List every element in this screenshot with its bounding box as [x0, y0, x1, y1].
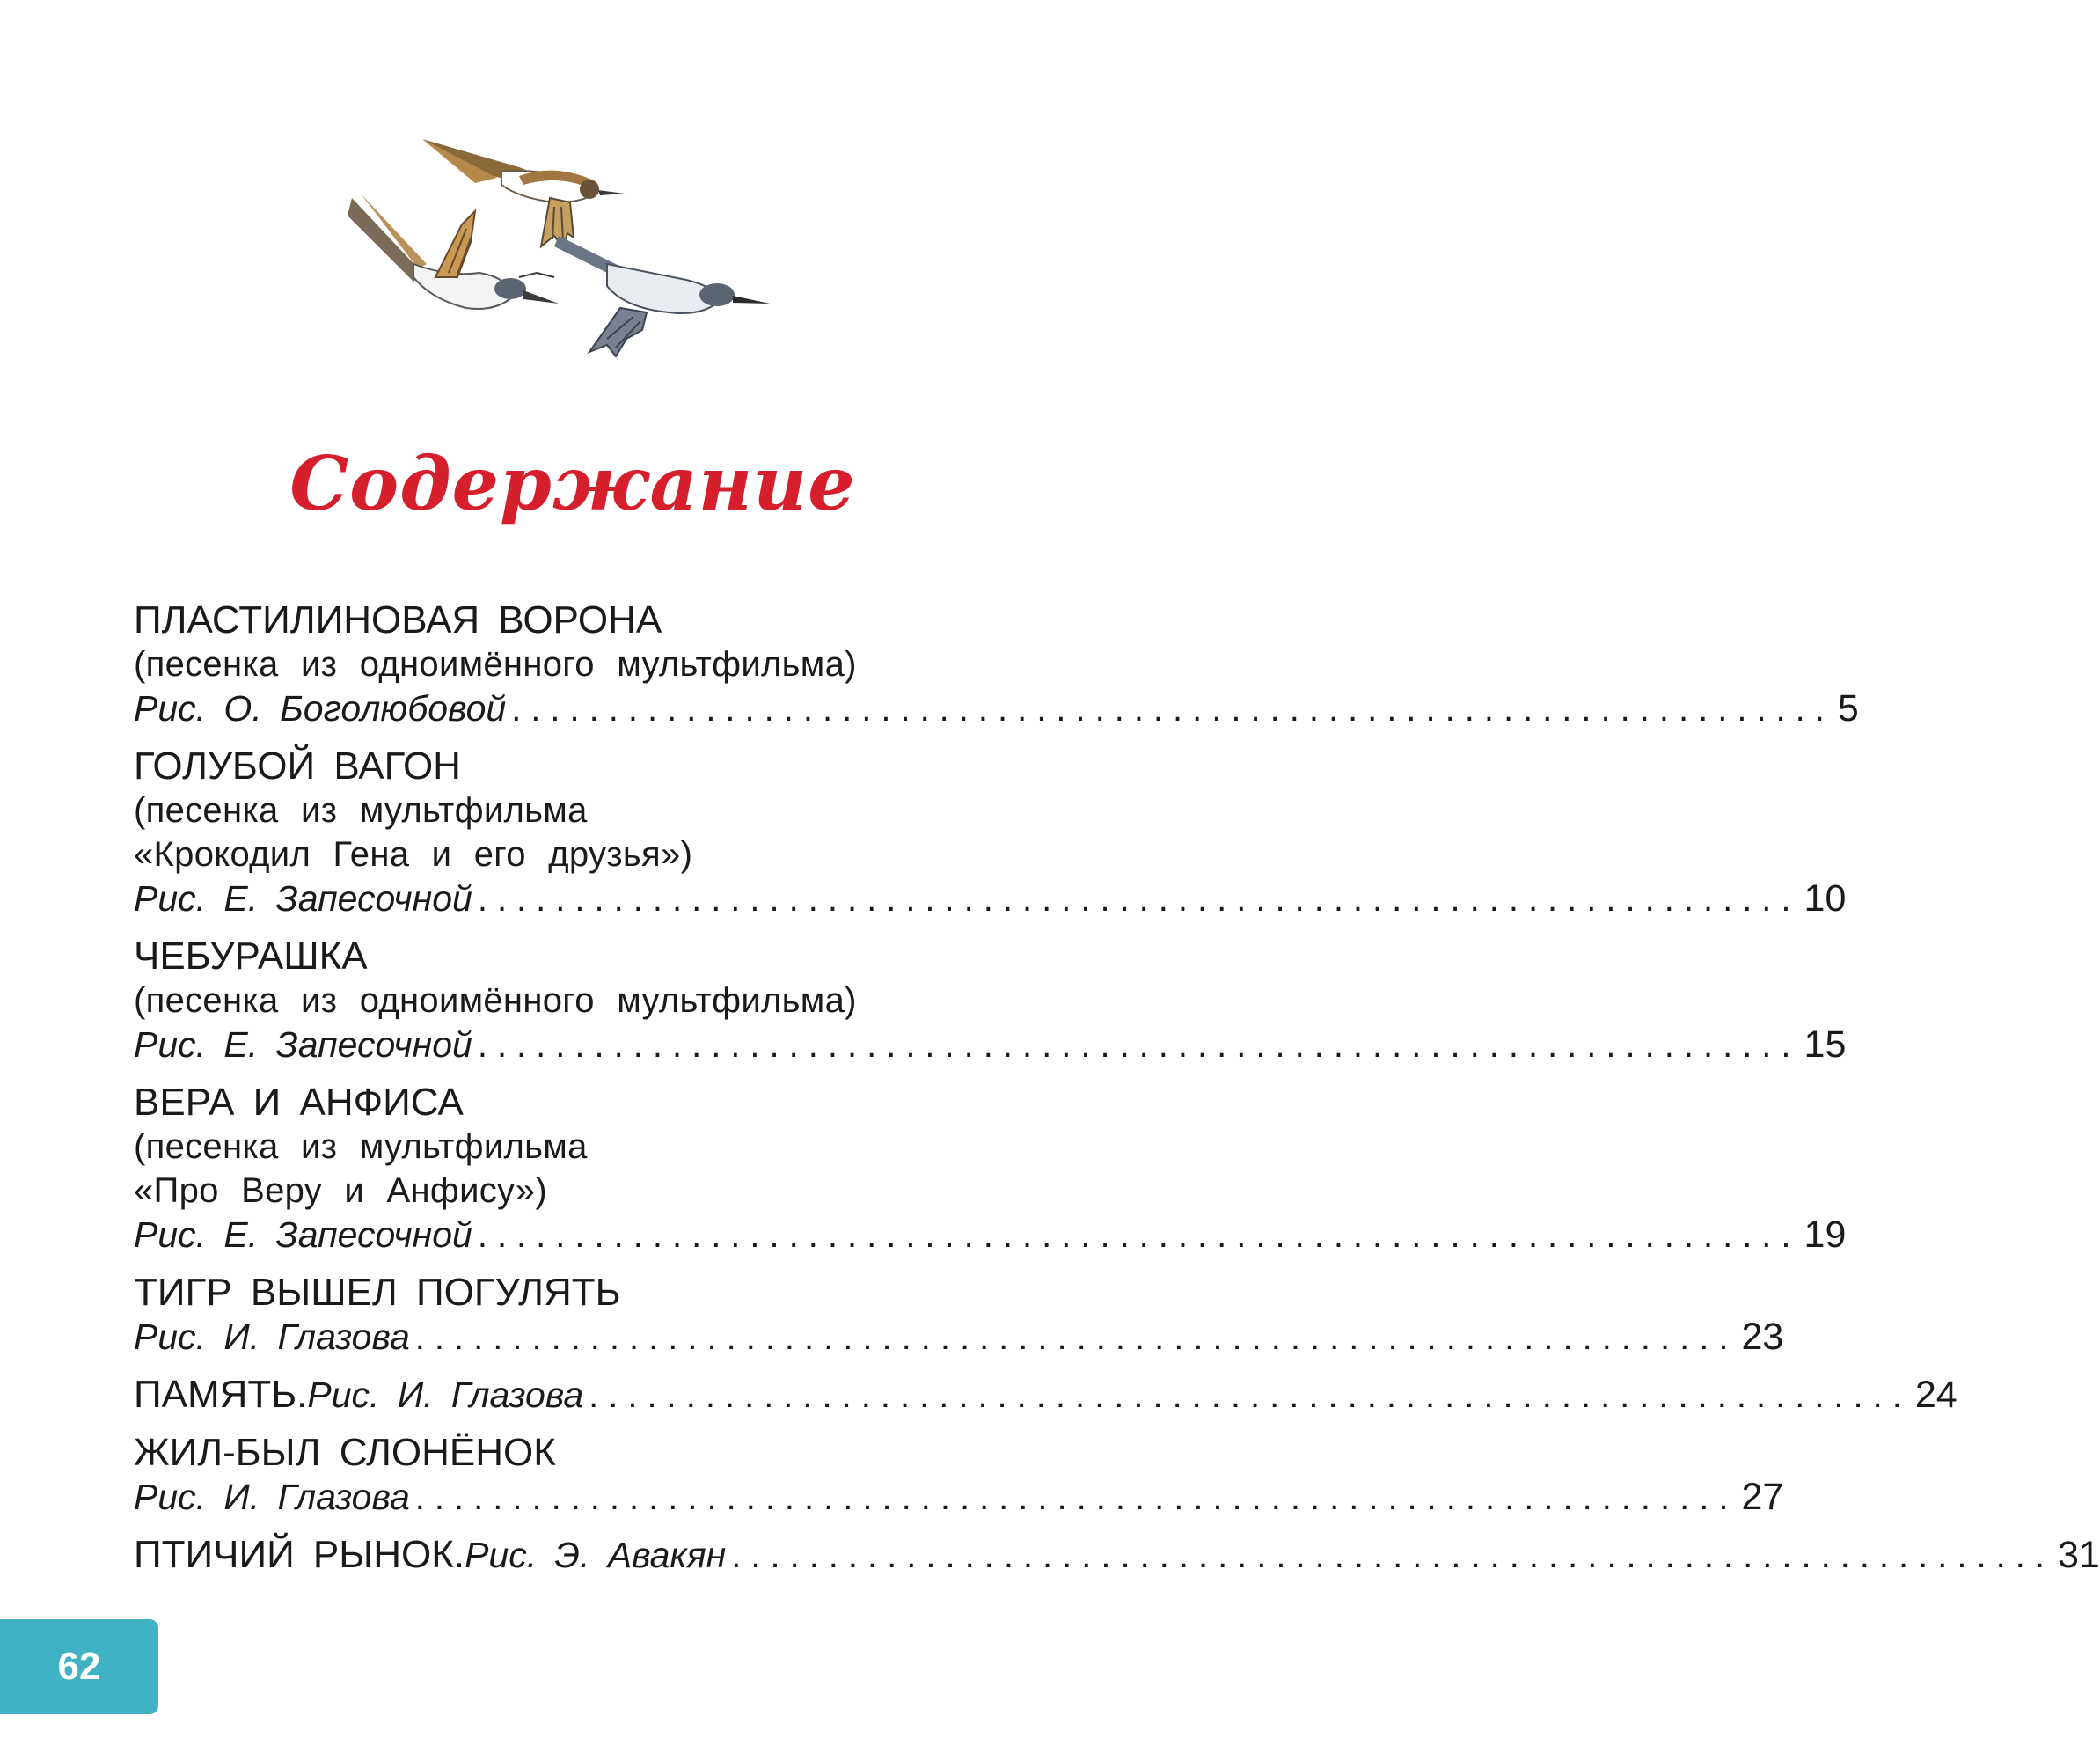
toc-title: ГОЛУБОЙ ВАГОН [134, 744, 461, 788]
toc-illustrator: Рис. О. Боголюбовой [134, 688, 507, 729]
toc-reference [134, 1213, 1847, 1257]
birds-illustration [343, 132, 836, 378]
dot-leader: .................................................................... [511, 690, 1834, 729]
toc-title: ПЛАСТИЛИНОВАЯ ВОРОНА [134, 598, 662, 642]
toc-illustrator: Рис. Е. Запесочной [134, 1024, 472, 1065]
toc-illustrator: Рис. И. Глазова [307, 1375, 584, 1415]
bird-brown-top [422, 139, 625, 248]
toc-title: ВЕРА И АНФИСА [134, 1081, 464, 1124]
toc-reference [134, 1475, 1784, 1519]
toc-subtitle: «Крокодил Гена и его друзья») [134, 835, 693, 874]
toc-subtitle: (песенка из одноимённого мультфильма) [134, 981, 857, 1020]
page-number-tab [0, 1619, 158, 1714]
toc-subtitle: (песенка из мультфильма [134, 1127, 588, 1166]
toc-illustrator: Рис. Э. Авакян [465, 1535, 727, 1575]
toc-title: ЧЕБУРАШКА [134, 935, 368, 978]
dot-leader: .................................................................... [477, 880, 1801, 919]
dot-leader: .................................................................... [414, 1318, 1738, 1357]
toc-page-number: 15 [1804, 1023, 1847, 1066]
toc-illustrator: Рис. Е. Запесочной [134, 878, 472, 919]
toc-page-number: 10 [1804, 877, 1847, 920]
page-number: 62 [57, 1645, 101, 1688]
dot-leader: .................................................................... [477, 1216, 1801, 1255]
bird-grey-right [554, 236, 770, 356]
toc-page-number: 19 [1804, 1214, 1847, 1256]
toc-page-number: 23 [1741, 1316, 1784, 1358]
toc-illustrator: Рис. Е. Запесочной [134, 1214, 472, 1255]
toc-page-number: 31 [2057, 1534, 2100, 1576]
toc-reference [134, 876, 1847, 920]
toc-title: ТИГР ВЫШЕЛ ПОГУЛЯТЬ [134, 1271, 621, 1314]
dot-leader: .................................................................... [589, 1376, 1912, 1415]
toc-subtitle: (песенка из одноимённого мультфильма) [134, 645, 857, 684]
toc-reference [134, 1533, 2100, 1577]
toc-illustrator: Рис. И. Глазова [134, 1316, 410, 1357]
toc-subtitle: (песенка из мультфильма [134, 791, 588, 830]
toc-title: ПАМЯТЬ. [134, 1373, 308, 1416]
toc-page-number: 24 [1914, 1374, 1957, 1416]
toc-reference [134, 686, 1859, 730]
contents-heading: Содержание [289, 440, 856, 527]
toc-reference [134, 1373, 1957, 1417]
dot-leader: .................................................................... [414, 1478, 1738, 1517]
toc-title: ЖИЛ-БЫЛ СЛОНЁНОК [134, 1431, 556, 1474]
bird-left [348, 194, 559, 309]
toc-page-number: 27 [1741, 1476, 1784, 1518]
toc-title: ПТИЧИЙ РЫНОК. [134, 1533, 465, 1576]
toc-reference [134, 1315, 1784, 1359]
toc-reference [134, 1023, 1847, 1067]
toc-page-number: 5 [1837, 687, 1859, 730]
dot-leader: .................................................................... [731, 1536, 2054, 1575]
table-of-contents [134, 598, 2100, 1577]
toc-subtitle: «Про Веру и Анфису») [134, 1171, 547, 1210]
dot-leader: .................................................................... [477, 1026, 1801, 1065]
toc-illustrator: Рис. И. Глазова [134, 1477, 410, 1517]
